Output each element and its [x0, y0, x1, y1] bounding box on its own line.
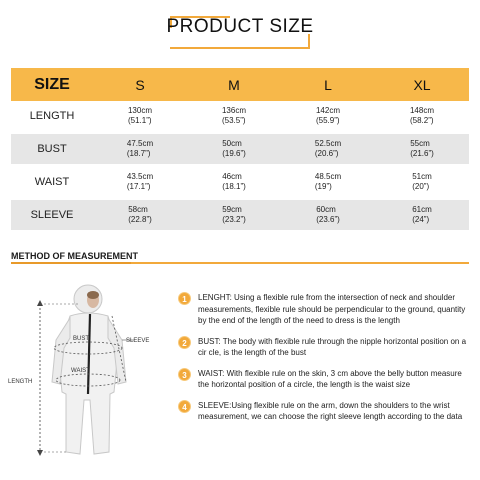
table-cell — [93, 167, 187, 197]
measurement-step — [178, 292, 474, 327]
cell-cm: 60cm — [316, 205, 336, 214]
cell-values — [128, 205, 152, 225]
method-heading: METHOD OF MEASUREMENT — [11, 251, 138, 261]
cell-inch: (51.1”) — [127, 116, 152, 125]
table-cell — [281, 200, 375, 230]
measurement-steps — [178, 292, 474, 432]
cell-inch: (22.8”) — [128, 215, 152, 224]
cell-cm: 136cm — [221, 106, 246, 115]
cell-cm: 47.5cm — [126, 139, 154, 148]
cell-cm: 50cm — [222, 139, 242, 148]
step-number-badge: 1 — [178, 292, 191, 305]
cell-values — [222, 172, 246, 192]
step-text: LENGHT: Using a flexible rule from the intersection of neck and shoulder measurements, flexible rule should be perpendicular to the ground, quantity by the end of the length of the need to dress is the length — [198, 293, 466, 325]
cell-inch: (20.6”) — [314, 149, 339, 158]
cell-inch: (58.2”) — [409, 116, 434, 125]
table-cell — [93, 134, 187, 164]
cell-inch: (18.1”) — [222, 182, 246, 191]
cell-inch: (17.1”) — [126, 182, 151, 191]
cell-cm: 55cm — [410, 139, 430, 148]
cell-inch: (19.6”) — [222, 149, 246, 158]
cell-cm: 58cm — [128, 205, 148, 214]
figure-label-length: LENGTH — [8, 379, 33, 385]
table-cell — [281, 167, 375, 197]
measurement-step — [178, 368, 474, 391]
step-text: WAIST: With flexible rule on the skin, 3 cm above the belly button measure the horizontal position of a circle, the length is the waist size — [198, 368, 462, 389]
measurement-step — [178, 400, 474, 423]
cell-values — [128, 106, 152, 126]
table-row — [11, 134, 469, 164]
header-s: S — [93, 68, 187, 101]
step-text: BUST: The body with flexible rule through the nipple horizontal position on a cir cle, is the length of the bust — [198, 336, 467, 357]
cell-inch: (19”) — [314, 182, 332, 191]
table-cell — [375, 167, 469, 197]
cell-values — [410, 139, 434, 159]
table-cell — [375, 134, 469, 164]
cell-cm: 52.5cm — [314, 139, 342, 148]
row-label: SLEEVE — [11, 200, 93, 230]
step-number-badge: 3 — [178, 368, 191, 381]
child-jumpsuit-illustration — [22, 282, 172, 457]
table-cell — [281, 134, 375, 164]
cell-cm: 59cm — [222, 205, 242, 214]
table-cell — [375, 101, 469, 131]
cell-values — [316, 205, 340, 225]
cell-cm: 48.5cm — [314, 172, 342, 181]
header-size: SIZE — [11, 68, 93, 101]
row-label: LENGTH — [29, 110, 75, 122]
cell-cm: 130cm — [127, 106, 152, 115]
cell-values — [127, 139, 153, 159]
table-cell — [375, 200, 469, 230]
table-cell — [187, 200, 281, 230]
cell-cm: 148cm — [409, 106, 434, 115]
cell-values — [412, 172, 432, 192]
cell-values — [316, 106, 340, 126]
cell-values — [412, 205, 432, 225]
step-text: SLEEVE:Using flexible rule on the arm, down the shoulders to the wrist measurement, we can choose the right sleeve length according to the data — [198, 400, 463, 421]
cell-cm: 142cm — [315, 106, 340, 115]
size-table — [11, 68, 469, 230]
cell-cm: 46cm — [222, 172, 242, 181]
step-number-badge: 2 — [178, 336, 191, 349]
table-row — [11, 200, 469, 230]
cell-inch: (24”) — [412, 215, 430, 224]
header-l: L — [281, 68, 375, 101]
title-block — [0, 16, 480, 41]
cell-values — [410, 106, 434, 126]
cell-values — [222, 139, 246, 159]
cell-cm: 43.5cm — [126, 172, 154, 181]
row-label: BUST — [11, 134, 93, 164]
measurement-step — [178, 336, 474, 359]
cell-cm: 61cm — [412, 205, 432, 214]
figure-label-bust: BUST — [73, 336, 90, 342]
table-header-row — [11, 68, 469, 101]
cell-inch: (23.2”) — [222, 215, 246, 224]
cell-inch: (55.9”) — [315, 116, 340, 125]
cell-inch: (21.6”) — [410, 149, 434, 158]
table-cell — [187, 101, 281, 131]
table-cell — [93, 200, 187, 230]
cell-cm: 51cm — [412, 172, 432, 181]
figure-label-waist: WAIST — [71, 368, 90, 374]
cell-values — [127, 172, 153, 192]
cell-inch: (23.6”) — [316, 215, 340, 224]
measurement-figure — [8, 282, 172, 457]
header-m: M — [187, 68, 281, 101]
cell-inch: (20”) — [412, 182, 430, 191]
method-divider-accent — [11, 262, 131, 264]
table-cell — [93, 101, 187, 131]
cell-inch: (53.5”) — [221, 116, 246, 125]
page-title: PRODUCT SIZE — [166, 16, 314, 37]
table-row — [11, 101, 469, 131]
step-number-badge: 4 — [178, 400, 191, 413]
figure-label-sleeve: SLEEVE — [126, 338, 150, 344]
cell-values — [222, 205, 246, 225]
cell-values — [315, 139, 341, 159]
cell-values — [315, 172, 341, 192]
cell-inch: (18.7”) — [126, 149, 151, 158]
table-cell — [187, 167, 281, 197]
table-row — [11, 167, 469, 197]
row-label: WAIST — [34, 176, 70, 188]
header-xl: XL — [375, 68, 469, 101]
cell-values — [222, 106, 246, 126]
table-cell — [281, 101, 375, 131]
table-cell — [187, 134, 281, 164]
